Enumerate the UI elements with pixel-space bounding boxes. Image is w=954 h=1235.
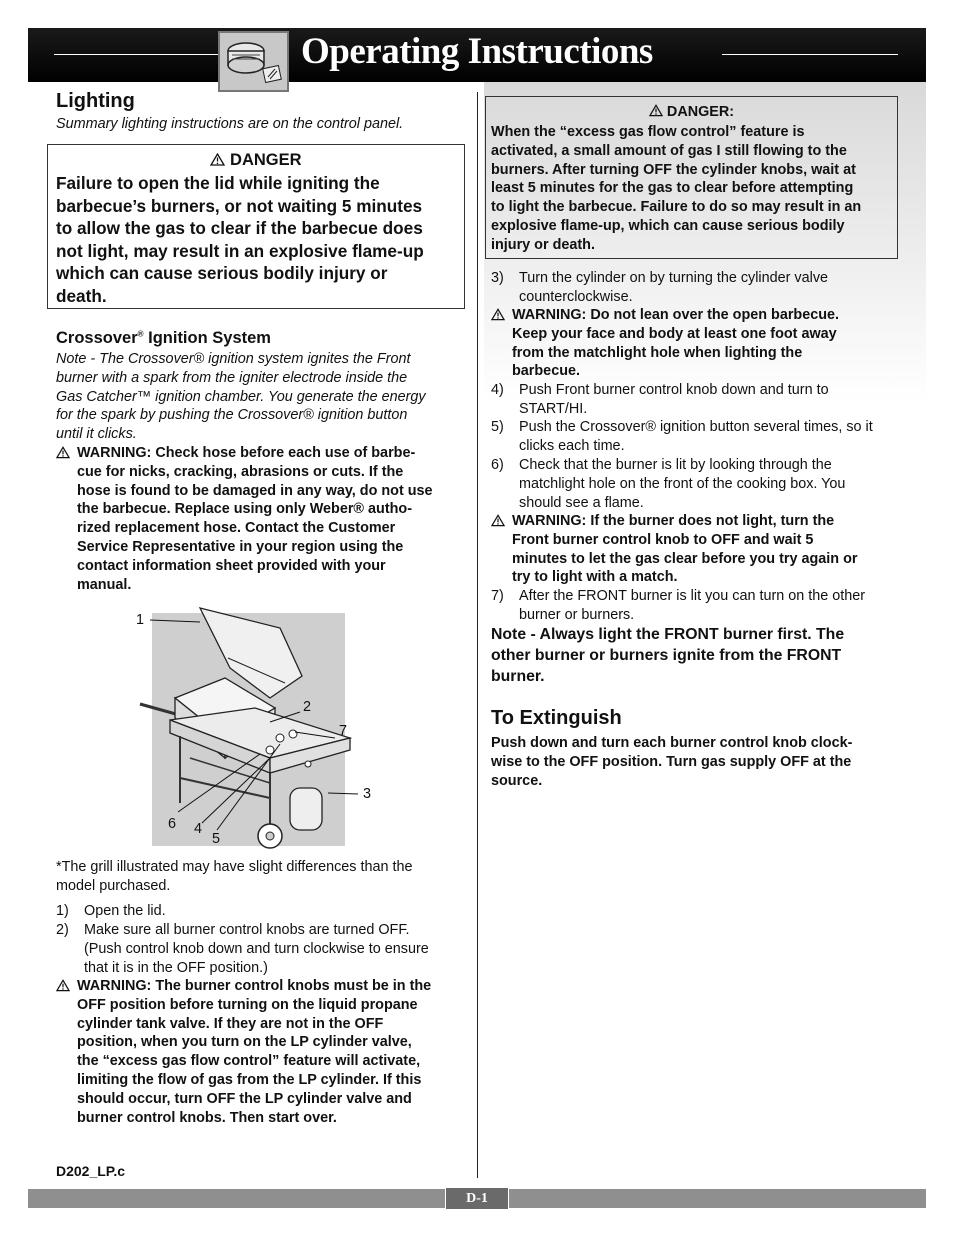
extinguish-heading: To Extinguish bbox=[491, 707, 622, 729]
warning-triangle-icon bbox=[649, 104, 667, 120]
front-burner-note: Note - Always light the FRONT burner first. The other burner or burners ignite from the FRONT burner. bbox=[491, 626, 845, 685]
danger-text-left: Failure to open the lid while igniting the barbecue’s burners, or not waiting 5 minutes to allow the gas to clear if the barbecue does not light, may result in an explosive flame-up which can cause serious bodily injury or death. bbox=[56, 173, 424, 306]
burner-knob-icon bbox=[218, 31, 289, 92]
doc-code: D202_LP.c bbox=[56, 1163, 126, 1179]
warning-triangle-icon bbox=[491, 308, 505, 327]
danger-text-right: When the “excess gas flow control” feature is activated, a small amount of gas I still flowing to the burners. After turning OFF the cylinder knobs, wait at least 5 minutes for the gas to clear before attempting to light the barbecue. Failure to do so may result in an explosive flame-up, which can cause serious bodily injury or death. bbox=[491, 124, 862, 253]
danger-title-left: DANGER bbox=[48, 151, 464, 170]
page-number: D-1 bbox=[445, 1187, 509, 1210]
header-rule-left bbox=[54, 54, 240, 55]
warning-triangle-icon bbox=[491, 514, 505, 533]
figure-label-4: 4 bbox=[194, 821, 203, 837]
figure-label-1: 1 bbox=[136, 612, 145, 628]
danger-box-right bbox=[485, 96, 898, 259]
crossover-note: Note - The Crossover® ignition system ignites the Front burner with a spark from the igniter electrode inside the Gas Catcher™ ignition chamber. You generate the energy for the spark by pushing the Crossover® ignition button until it clicks. bbox=[56, 351, 426, 443]
warning-triangle-icon bbox=[56, 446, 70, 465]
figure-label-5: 5 bbox=[212, 831, 221, 847]
danger-box-left bbox=[47, 144, 465, 309]
lighting-heading: Lighting bbox=[56, 90, 135, 112]
figure-label-7: 7 bbox=[339, 723, 348, 739]
figure-label-6: 6 bbox=[168, 816, 177, 832]
column-divider bbox=[477, 92, 478, 1178]
extinguish-text: Push down and turn each burner control knob clock- wise to the OFF position. Turn gas supply OFF at the source. bbox=[491, 735, 853, 789]
crossover-heading: Crossover® Ignition System bbox=[56, 329, 271, 347]
warning-triangle-icon bbox=[210, 151, 230, 169]
page-title: Operating Instructions bbox=[301, 31, 653, 72]
figure-label-2: 2 bbox=[303, 699, 312, 715]
danger-title-right: DANGER: bbox=[486, 104, 897, 120]
lighting-note: Summary lighting instructions are on the control panel. bbox=[56, 116, 404, 132]
header-rule-right bbox=[722, 54, 898, 55]
figure-label-3: 3 bbox=[363, 786, 372, 802]
figure-caption: *The grill illustrated may have slight differences than the model purchased. bbox=[56, 859, 413, 894]
warning-triangle-icon bbox=[56, 979, 70, 998]
grill-illustration bbox=[130, 598, 370, 850]
